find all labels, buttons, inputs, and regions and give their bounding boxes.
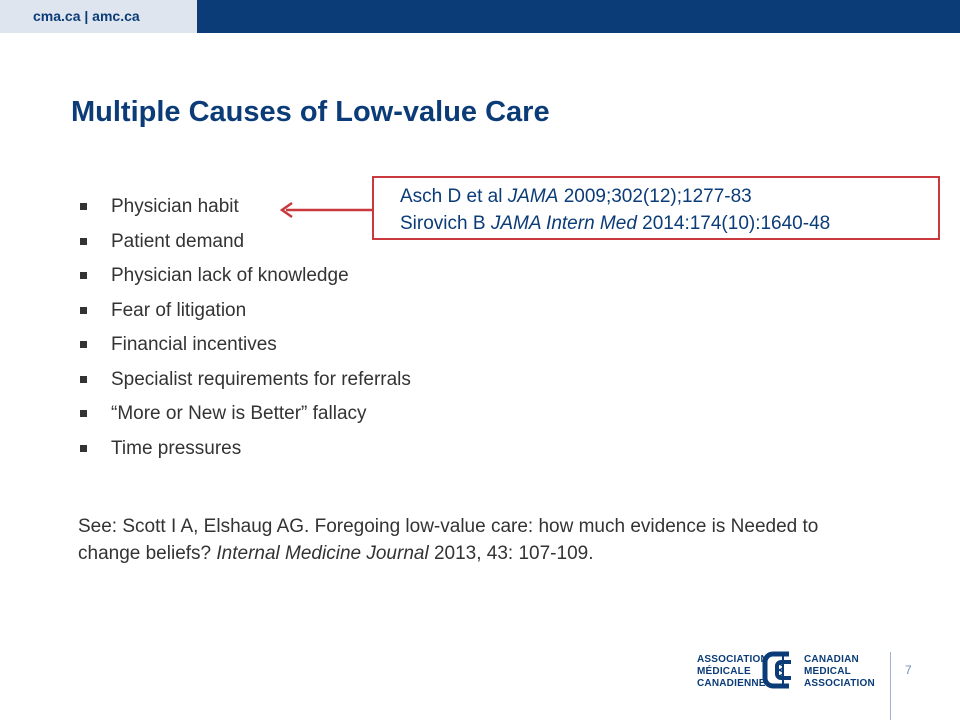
reference-note bbox=[78, 513, 878, 567]
citation-line-1 bbox=[400, 186, 752, 208]
list-item-label: Fear of litigation bbox=[111, 299, 247, 321]
list-item bbox=[80, 300, 411, 335]
citation-callout bbox=[372, 176, 940, 240]
site-tab bbox=[0, 0, 197, 33]
citation-line-2 bbox=[400, 213, 830, 235]
citation-author: Sirovich B bbox=[400, 213, 486, 234]
pointer-arrow-icon bbox=[278, 200, 374, 220]
bullet-square-icon bbox=[80, 376, 87, 383]
logo-text-english: CANADIAN MEDICAL ASSOCIATION bbox=[804, 654, 875, 689]
bullet-square-icon bbox=[80, 238, 87, 245]
footer-divider bbox=[890, 652, 891, 720]
list-item-label: Financial incentives bbox=[111, 334, 277, 355]
list-item-label: “More or New is Better” fallacy bbox=[111, 403, 367, 424]
bullet-square-icon bbox=[80, 341, 87, 348]
site-label[interactable]: cma.ca | amc.ca bbox=[33, 8, 140, 24]
reference-text: See: Scott I A, Elshaug AG. Foregoing low-value care: how much evidence is Needed to change beliefs? bbox=[78, 516, 819, 564]
bullet-square-icon bbox=[80, 203, 87, 210]
reference-text: 2013, 43: 107-109. bbox=[433, 543, 594, 564]
bullet-square-icon bbox=[80, 272, 87, 279]
citation-journal: JAMA Intern Med bbox=[490, 213, 637, 234]
list-item-label: Specialist requirements for referrals bbox=[111, 368, 411, 390]
slide-title: Multiple Causes of Low-value Care bbox=[71, 96, 550, 128]
citation-author: Asch D et al bbox=[400, 186, 503, 207]
page-number: 7 bbox=[905, 663, 912, 677]
list-item bbox=[80, 334, 411, 369]
cma-emblem-icon bbox=[761, 648, 799, 692]
list-item-label: Time pressures bbox=[111, 437, 242, 459]
reference-journal: Internal Medicine Journal bbox=[216, 543, 429, 564]
top-bar bbox=[0, 0, 960, 33]
list-item-label: Physician habit bbox=[111, 196, 239, 217]
list-item bbox=[80, 231, 411, 266]
bullet-square-icon bbox=[80, 410, 87, 417]
citation-journal: JAMA bbox=[507, 186, 559, 207]
list-item bbox=[80, 369, 411, 404]
list-item bbox=[80, 265, 411, 300]
citation-reference: 2009;302(12);1277-83 bbox=[563, 186, 752, 207]
bullet-square-icon bbox=[80, 445, 87, 452]
list-item-label: Patient demand bbox=[111, 230, 245, 252]
logo-text-french: ASSOCIATION MÉDICALE CANADIENNE bbox=[697, 654, 768, 689]
bullet-square-icon bbox=[80, 307, 87, 314]
causes-list bbox=[80, 196, 411, 472]
list-item bbox=[80, 403, 411, 438]
list-item bbox=[80, 438, 411, 473]
list-item-label: Physician lack of knowledge bbox=[111, 265, 349, 286]
citation-reference: 2014:174(10):1640-48 bbox=[642, 213, 831, 234]
